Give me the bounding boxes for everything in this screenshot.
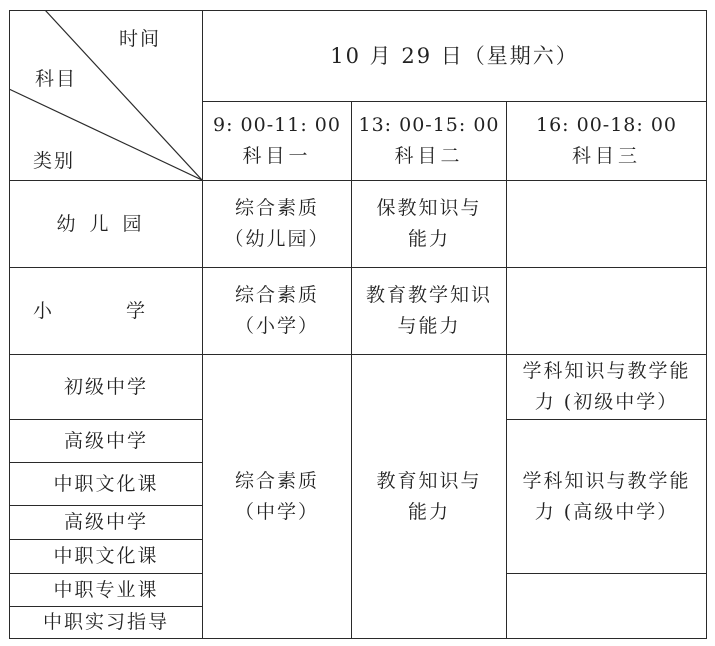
category-junior-high xyxy=(9,354,203,420)
category-kindergarten xyxy=(9,180,203,268)
corner-time-label: 时间 xyxy=(119,28,162,50)
kindergarten-subject-1 xyxy=(202,180,352,268)
slot-2-subject: 科目二 xyxy=(394,145,464,167)
category-junior-high-label: 初级中学 xyxy=(63,375,148,398)
secondary-subject-1 xyxy=(202,354,352,639)
category-senior-high-1 xyxy=(9,419,203,463)
exam-schedule-table xyxy=(9,10,707,639)
slot-header-1 xyxy=(202,101,352,181)
primary-s2-line1: 教育教学知识 xyxy=(365,284,492,306)
category-vocational-culture-2-label: 中职文化课 xyxy=(53,545,159,567)
kindergarten-s1-line2: （幼儿园） xyxy=(224,228,330,250)
primary-subject-2 xyxy=(351,267,507,355)
category-vocational-practice-label: 中职实习指导 xyxy=(42,611,169,633)
corner-category-label: 类别 xyxy=(33,150,76,172)
category-senior-high-2-label: 高级中学 xyxy=(63,511,148,533)
category-vocational-practice xyxy=(9,606,203,639)
primary-s1-line1: 综合素质 xyxy=(234,284,319,306)
secondary-subject-3-junior xyxy=(506,354,707,420)
secondary-s3-senior-line2: 力 (高级中学） xyxy=(534,500,679,523)
kindergarten-subject-3 xyxy=(506,180,707,268)
secondary-s2-line1: 教育知识与 xyxy=(376,469,482,492)
slot-3-time: 16: 00-18: 00 xyxy=(535,114,677,136)
category-primary xyxy=(9,267,203,355)
primary-s2-line2: 与能力 xyxy=(397,315,461,337)
secondary-subject-3-bottom xyxy=(506,573,707,639)
kindergarten-s1-line1: 综合素质 xyxy=(234,197,319,219)
category-vocational-professional-label: 中职专业课 xyxy=(53,578,159,601)
slot-header-2 xyxy=(351,101,507,181)
date-text: 10 月 29 日（星期六） xyxy=(330,43,579,68)
category-senior-high-2 xyxy=(9,505,203,540)
primary-subject-3 xyxy=(506,267,707,355)
secondary-s3-senior-line1: 学科知识与教学能 xyxy=(522,469,691,492)
secondary-s3-junior-line1: 学科知识与教学能 xyxy=(522,360,691,382)
date-header xyxy=(202,10,707,102)
category-kindergarten-label: 幼儿园 xyxy=(56,212,156,235)
primary-s1-line2: （小学） xyxy=(234,315,319,337)
category-vocational-culture-2 xyxy=(9,539,203,574)
kindergarten-subject-2 xyxy=(351,180,507,268)
kindergarten-s2-line2: 能力 xyxy=(407,228,450,250)
slot-3-subject: 科目三 xyxy=(571,145,641,167)
category-senior-high-1-label: 高级中学 xyxy=(63,429,148,452)
secondary-s1-line2: （中学） xyxy=(234,500,319,523)
primary-subject-1 xyxy=(202,267,352,355)
category-vocational-professional xyxy=(9,573,203,607)
secondary-subject-2 xyxy=(351,354,507,639)
secondary-subject-3-senior xyxy=(506,419,707,574)
slot-1-subject: 科目一 xyxy=(242,145,312,167)
category-primary-label: 小 学 xyxy=(32,299,180,322)
secondary-s1-line1: 综合素质 xyxy=(234,469,319,492)
slot-1-time: 9: 00-11: 00 xyxy=(213,114,341,136)
secondary-s2-line2: 能力 xyxy=(407,500,450,523)
slot-2-time: 13: 00-15: 00 xyxy=(358,114,500,136)
category-vocational-culture-1 xyxy=(9,462,203,506)
slot-header-3 xyxy=(506,101,707,181)
category-vocational-culture-1-label: 中职文化课 xyxy=(53,472,159,495)
kindergarten-s2-line1: 保教知识与 xyxy=(376,197,482,219)
secondary-s3-junior-line2: 力 (初级中学） xyxy=(534,391,679,413)
corner-subject-label: 科目 xyxy=(35,68,78,90)
